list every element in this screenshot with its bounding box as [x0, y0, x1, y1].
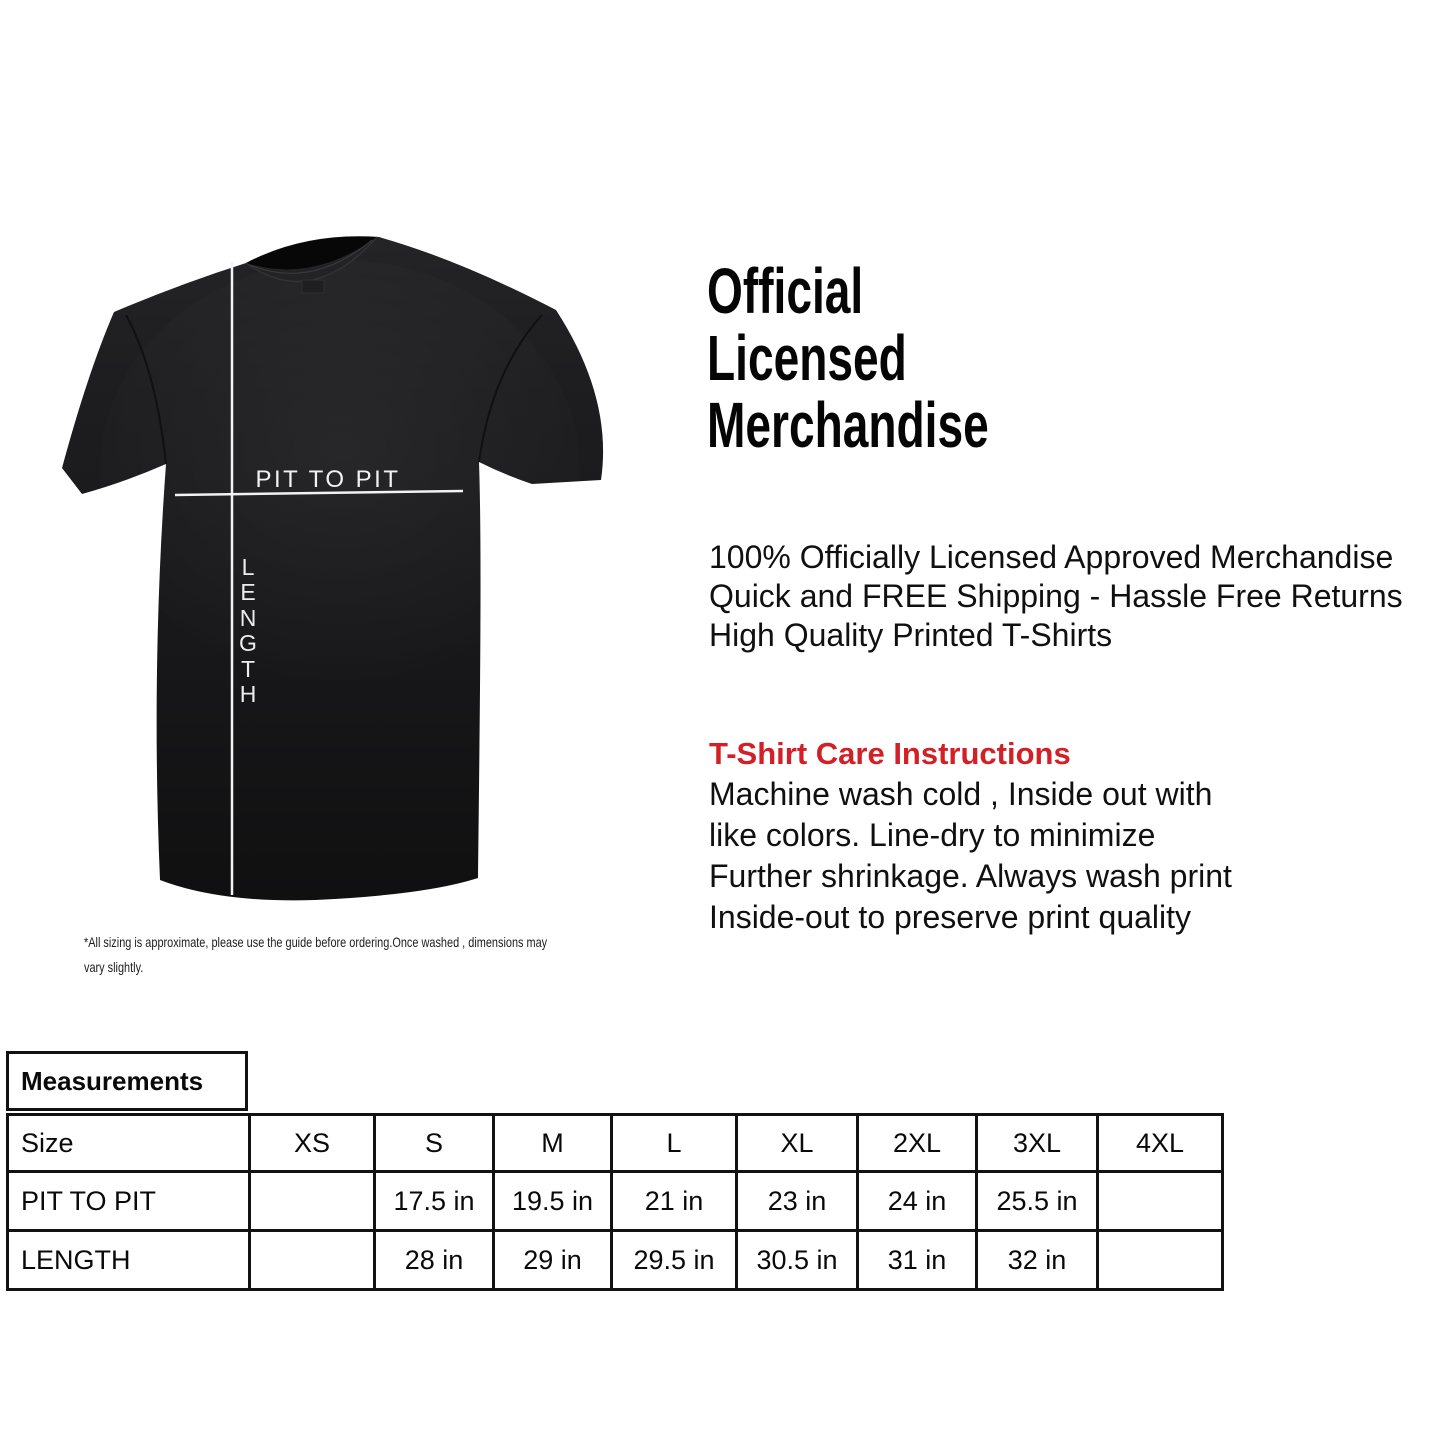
measurement-value-cell — [1098, 1231, 1223, 1290]
size-header-cell: XL — [737, 1115, 858, 1172]
length-letter: E — [240, 579, 256, 605]
tshirt-illustration — [30, 220, 690, 940]
measurement-value-cell — [1098, 1172, 1223, 1231]
measurement-value-cell — [250, 1231, 375, 1290]
tshirt-photo — [30, 220, 690, 940]
measurement-value-cell: 17.5 in — [375, 1172, 494, 1231]
table-row-pit-to-pit — [8, 1172, 1223, 1231]
care-instructions-text — [709, 774, 1232, 938]
measurement-value-cell: 29.5 in — [612, 1231, 737, 1290]
measurement-value-cell: 24 in — [858, 1172, 977, 1231]
page-title — [707, 255, 989, 461]
size-header-cell: S — [375, 1115, 494, 1172]
care-line: Inside-out to preserve print quality — [709, 899, 1192, 935]
sizing-disclaimer-line: *All sizing is approximate, please use the guide before ordering.Once washed , dimensions may — [84, 934, 548, 950]
length-letter: T — [240, 656, 256, 682]
length-letter: L — [241, 554, 255, 580]
table-row-length — [8, 1231, 1223, 1290]
size-header-cell: 3XL — [977, 1115, 1098, 1172]
length-letter: N — [239, 605, 257, 631]
table-row-size — [8, 1115, 1223, 1172]
sizing-disclaimer-line: vary slightly. — [84, 959, 144, 975]
care-line: like colors. Line-dry to minimize — [709, 817, 1156, 853]
intro-text — [709, 538, 1403, 655]
size-header-cell: L — [612, 1115, 737, 1172]
measurement-value-cell — [250, 1172, 375, 1231]
measurement-value-cell: 21 in — [612, 1172, 737, 1231]
length-letter: H — [239, 681, 257, 707]
measurement-value-cell: 23 in — [737, 1172, 858, 1231]
title-line: Licensed — [707, 322, 907, 394]
measurements-corner-cell: Measurements — [6, 1051, 248, 1111]
length-label — [239, 554, 257, 707]
title-line: Official — [707, 255, 864, 327]
intro-line: 100% Officially Licensed Approved Merchandise — [709, 539, 1394, 575]
measurement-value-cell: 28 in — [375, 1231, 494, 1290]
intro-line: High Quality Printed T-Shirts — [709, 617, 1113, 653]
sizing-disclaimer — [84, 930, 583, 980]
size-header-cell: XS — [250, 1115, 375, 1172]
length-letter: G — [239, 630, 257, 656]
measurements-table — [6, 1113, 1224, 1291]
pit-to-pit-label: PIT TO PIT — [255, 466, 401, 493]
row-label-pit-to-pit: PIT TO PIT — [8, 1172, 250, 1231]
intro-line: Quick and FREE Shipping - Hassle Free Returns — [709, 578, 1403, 614]
care-line: Further shrinkage. Always wash print — [709, 858, 1232, 894]
care-line: Machine wash cold , Inside out with — [709, 776, 1213, 812]
measurement-value-cell: 25.5 in — [977, 1172, 1098, 1231]
measurement-value-cell: 31 in — [858, 1231, 977, 1290]
measurement-value-cell: 19.5 in — [494, 1172, 612, 1231]
collar-tag — [302, 280, 324, 293]
measurement-value-cell: 30.5 in — [737, 1231, 858, 1290]
row-label-length: LENGTH — [8, 1231, 250, 1290]
title-line: Merchandise — [707, 389, 989, 461]
measurement-value-cell: 29 in — [494, 1231, 612, 1290]
size-header-cell: 4XL — [1098, 1115, 1223, 1172]
row-label-size: Size — [8, 1115, 250, 1172]
care-instructions-heading: T-Shirt Care Instructions — [709, 736, 1071, 771]
measurement-value-cell: 32 in — [977, 1231, 1098, 1290]
size-header-cell: 2XL — [858, 1115, 977, 1172]
size-header-cell: M — [494, 1115, 612, 1172]
